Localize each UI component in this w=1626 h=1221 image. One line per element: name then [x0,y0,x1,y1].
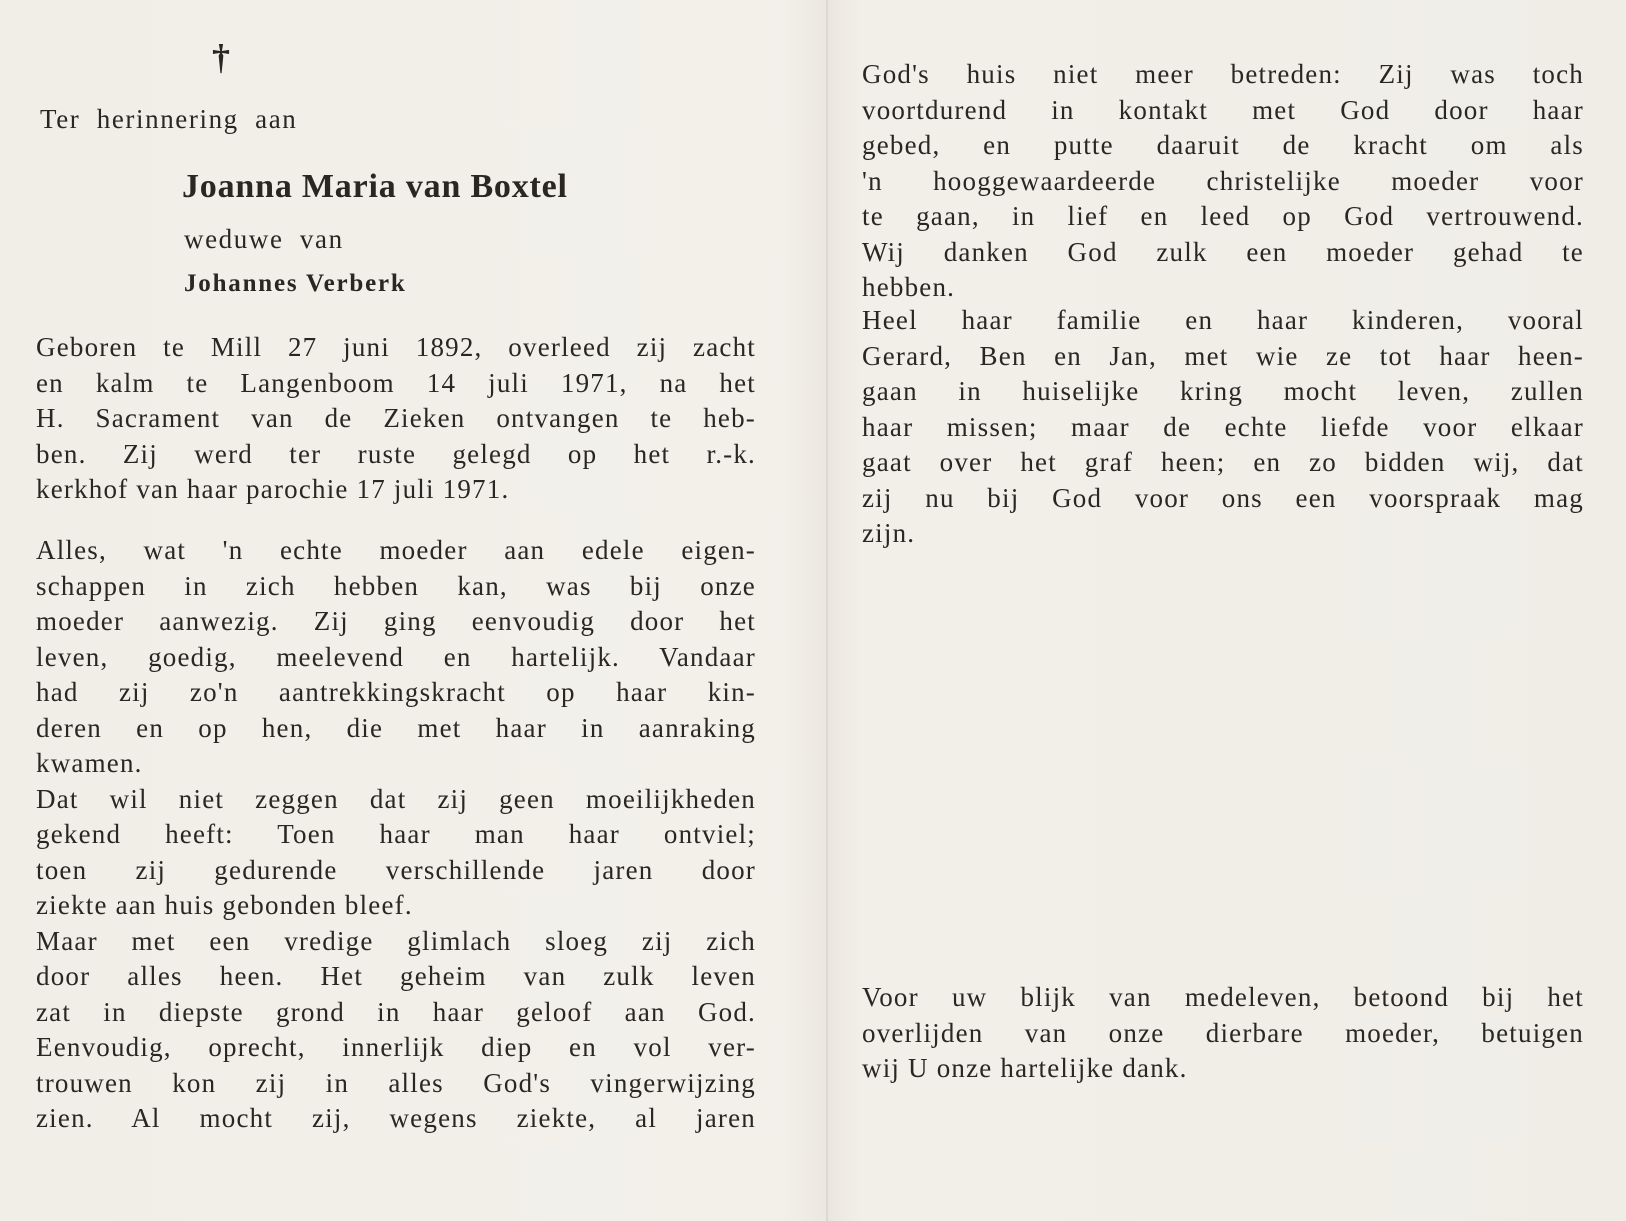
text-line: deren en op hen, die met haar in aanraking [36,712,756,743]
text-line: door alles heen. Het geheim van zulk leven [36,961,756,991]
deceased-name: Joanna Maria van Boxtel [182,168,568,205]
widow-of-text: weduwe van [184,224,344,254]
text-line: kerkhof van haar parochie 17 juli 1971. [36,474,510,504]
text-line: toen zij gedurende verschillende jaren door [36,854,756,885]
text-line: Voor uw blijk van medeleven, betoond bij het [862,982,1584,1012]
card-fold [826,0,828,1221]
tribute-paragraph [36,533,756,1137]
text-line: Maar met een vredige glimlach sloeg zij zich [36,925,756,956]
text-line: moeder aanwezig. Zij ging eenvoudig door het [36,606,756,636]
text-line: gaan in huiselijke kring mocht leven, zullen [862,376,1584,406]
text-line: haar missen; maar de echte liefde voor elkaar [862,411,1584,442]
thanks-paragraph [862,980,1584,1087]
text-line: had zij zo'n aantrekkingskracht op haar kin- [36,677,756,707]
text-line: schappen in zich hebben kan, was bij onze [36,570,756,601]
text-line: Wij danken God zulk een moeder gehad te [862,236,1584,267]
text-line: hebben. [862,272,956,302]
husband-name: Johannes Verberk [184,270,407,297]
text-line: zijn. [862,518,916,548]
text-line: Alles, wat 'n echte moeder aan edele eigen- [36,535,756,565]
intro-text: Ter herinnering aan [40,104,298,134]
text-line: voortdurend in kontakt met God door haar [862,94,1584,125]
text-line: wij U onze hartelijke dank. [862,1053,1188,1083]
text-line: Dat wil niet zeggen dat zij geen moeilijkheden [36,783,756,814]
text-line: Gerard, Ben en Jan, met wie ze tot haar heen- [862,340,1584,371]
text-line: H. Sacrament van de Zieken ontvangen te heb- [36,403,756,433]
text-line: leven, goedig, meelevend en hartelijk. Vandaar [36,641,756,672]
text-line: te gaan, in lief en leed op God vertrouwend. [862,201,1584,231]
text-line: zij nu bij God voor ons een voorspraak mag [862,482,1584,513]
faith-paragraph [862,57,1584,306]
text-line: gebed, en putte daaruit de kracht om als [862,130,1584,160]
text-line: zien. Al mocht zij, wegens ziekte, al jaren [36,1103,756,1133]
text-line: kwamen. [36,748,143,778]
text-line: Heel haar familie en haar kinderen, vooral [862,305,1584,335]
text-line: God's huis niet meer betreden: Zij was toch [862,59,1584,89]
text-line: Geboren te Mill 27 juni 1892, overleed zij zacht [36,332,756,362]
text-line: en kalm te Langenboom 14 juli 1971, na het [36,367,756,398]
text-line: gaat over het graf heen; en zo bidden wij, dat [862,447,1584,477]
text-line: ziekte aan huis gebonden bleef. [36,890,413,920]
family-paragraph [862,303,1584,552]
text-line: Eenvoudig, oprecht, innerlijk diep en vol ver- [36,1032,756,1062]
text-line: trouwen kon zij in alles God's vingerwijzing [36,1067,756,1098]
text-line: overlijden van onze dierbare moeder, betuigen [862,1017,1584,1048]
text-line: ben. Zij werd ter ruste gelegd op het r.-k. [36,438,756,469]
text-line: gekend heeft: Toen haar man haar ontviel; [36,819,756,849]
birth-death-paragraph [36,330,756,508]
text-line: 'n hooggewaardeerde christelijke moeder voor [862,165,1584,196]
cross-icon: † [212,37,230,77]
text-line: zat in diepste grond in haar geloof aan God. [36,996,756,1027]
